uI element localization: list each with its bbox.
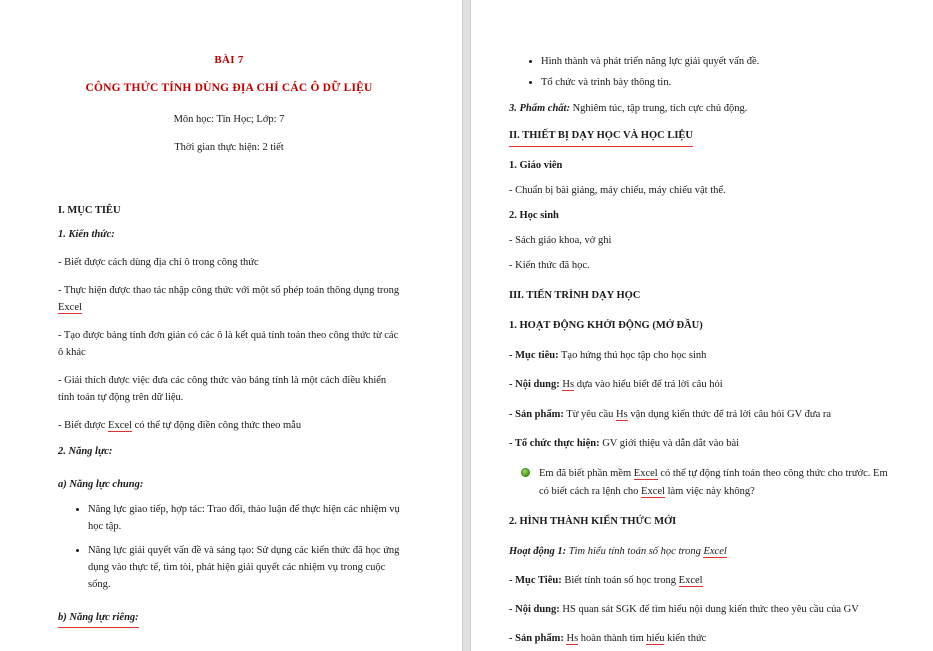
para-sanpham <box>509 406 899 424</box>
para-kienthuc-5 <box>58 417 400 434</box>
spellcheck-hs: Hs <box>616 408 628 420</box>
para-kienthuc-2-text: - Thực hiện được thao tác nhập công thức với một số phép toán thông dụng trong <box>58 285 400 297</box>
page-left-body <box>58 52 400 628</box>
page-right-body <box>509 45 899 648</box>
para-phamchat-text: Nghiêm túc, tập trung, tích cực chủ động. <box>569 103 748 114</box>
activity-heading-kienthucmoi-text: 2. HÌNH THÀNH KIẾN THỨC MỚI <box>509 515 677 527</box>
text-hd1-noidung: HS quan sát SGK để tìm hiểu nội dung kiến thức theo yêu cầu của GV <box>559 603 859 615</box>
spellcheck-excel: Excel <box>633 467 658 479</box>
para-hd1-noidung <box>509 601 899 619</box>
sub-heading-kienthuc: 1. Kiến thức: <box>58 229 115 241</box>
bullet-list-nangluc-rieng <box>509 53 899 91</box>
bullet-list-nangluc-chung <box>58 501 400 593</box>
label-sanpham: - Sản phẩm: <box>509 408 564 420</box>
page-right <box>471 0 933 651</box>
para-hoatdong-1 <box>509 543 899 561</box>
section-heading-tientrinh-text: III. TIẾN TRÌNH DẠY HỌC <box>509 290 641 302</box>
para-hocsinh-1: - Sách giáo khoa, vở ghi <box>509 235 612 247</box>
list-item: • Năng lực giao tiếp, hợp tác: Trao đổi, thảo luận để thực hiện các nhiệm vụ học tập. <box>88 501 400 535</box>
doc-title: CÔNG THỨC TÍNH DÙNG ĐỊA CHỈ CÁC Ô DỮ LIỆU <box>85 81 373 94</box>
list-item: • Năng lực giải quyết vấn đề và sáng tạo: Sử dụng các kiến thức đã học ứng dụng vào thực tế, tìm tòi, phát hiện giải quyết các nhiệm vụ trong cuộc sống. <box>88 542 400 593</box>
activity-heading-kienthucmoi <box>509 513 899 531</box>
list-item: • Tổ chức và trình bày thông tin. <box>541 74 899 91</box>
activity-heading-khoidong <box>509 317 899 335</box>
activity-heading-khoidong-text: 1. HOẠT ĐỘNG KHỞI ĐỘNG (MỞ ĐẦU) <box>509 320 703 332</box>
spellcheck-excel: Excel <box>108 420 132 432</box>
spellcheck-hs: Hs <box>566 632 579 644</box>
sub-heading-nangluc-rieng <box>58 609 400 628</box>
label-noidung: - Nội dung: <box>509 603 560 615</box>
time-line: Thời gian thực hiện: 2 tiết <box>174 142 284 154</box>
sub-heading-nangluc-chung-text: a) Năng lực chung: <box>58 479 144 491</box>
label-hoatdong-1: Hoạt động 1: <box>509 545 567 557</box>
para-giaovien: - Chuẩn bị bài giảng, máy chiếu, máy chiếu vật thể. <box>509 185 726 197</box>
text-hd1-sanpham: hoàn thành tìm <box>578 632 647 644</box>
para-kienthuc-5-c: có thể tự động điền công thức theo mẫu <box>131 420 302 432</box>
para-hd1-muctieu <box>509 572 899 590</box>
para-kienthuc-2 <box>58 282 400 316</box>
section-heading-muctieu: I. MỤC TIÊU <box>58 205 121 217</box>
text-hoatdong-1: Tìm hiểu tính toán số học trong <box>566 545 704 557</box>
item-heading-hocsinh-text: 2. Học sinh <box>509 210 559 222</box>
spellcheck-excel: Excel <box>678 574 703 586</box>
para-hocsinh-2: - Kiến thức đã học. <box>509 260 590 272</box>
sub-heading-nangluc-chung <box>58 476 400 493</box>
text-noidung: dựa vào hiểu biết để trả lời câu hỏi <box>574 379 723 391</box>
text-hd1-muctieu: Biết tính toán số học trong <box>561 574 679 586</box>
green-bullet-icon <box>521 468 530 477</box>
item-heading-giaovien <box>509 157 899 175</box>
item-heading-hocsinh <box>509 207 899 225</box>
sub-heading-nangluc: 2. Năng lực: <box>58 446 113 458</box>
para-kienthuc-1: - Biết được cách dùng địa chỉ ô trong công thức <box>58 257 259 269</box>
para-tochuc <box>509 435 899 453</box>
text-sanpham-2: vận dụng kiến thức để trả lời câu hỏi GV đưa ra <box>627 408 832 420</box>
para-hd1-sanpham <box>509 630 899 648</box>
label-tochuc: - Tổ chức thực hiện: <box>509 437 600 449</box>
label-muctieu: - Mục tiêu: <box>509 350 559 362</box>
para-kienthuc-3: - Tạo được bảng tính đơn giản có các ô là kết quả tính toán theo công thức từ các ô khác <box>58 330 399 359</box>
subject-line: Môn học: Tin Học; Lớp: 7 <box>173 114 285 126</box>
sub-heading-nangluc-rieng-text: b) Năng lực riêng: <box>58 609 139 628</box>
label-muctieu: - Mục Tiêu: <box>509 574 562 586</box>
note-block <box>539 465 899 501</box>
list-item: • Hình thành và phát triển năng lực giải quyết vấn đề. <box>541 53 899 70</box>
para-kienthuc-5-a: - Biết được <box>58 420 109 432</box>
sub-heading-phamchat: 3. Phẩm chất: <box>509 103 570 114</box>
spellcheck-excel: Excel <box>58 302 82 314</box>
note-text-a: Em đã biết phần mềm <box>539 467 634 479</box>
item-heading-giaovien-text: 1. Giáo viên <box>509 160 563 172</box>
text-hd1-sanpham-2: kiến thức <box>664 632 707 644</box>
label-sanpham: - Sản phẩm: <box>509 632 564 644</box>
para-noidung <box>509 376 899 394</box>
note-text-c: làm việc này không? <box>664 485 755 497</box>
spellcheck-hieu: hiểu <box>646 632 665 644</box>
para-kienthuc-4: - Giải thích được việc đưa các công thức vào bảng tính là một cách điều khiển tính toán tự động trên dữ liệu. <box>58 375 387 404</box>
text-tochuc: GV giới thiệu và dẫn dắt vào bài <box>599 437 740 449</box>
spellcheck-excel: Excel <box>703 545 727 557</box>
note-text-b: có thể tự động tính toán theo công thức cho trước. Em có biết cách ra lệnh cho <box>539 467 888 497</box>
spellcheck-excel: Excel <box>641 485 665 497</box>
section-heading-thietbi <box>509 127 899 147</box>
text-muctieu: Tạo hứng thú học tập cho học sinh <box>558 350 707 362</box>
page-left <box>0 0 462 651</box>
para-muctieu <box>509 347 899 365</box>
label-noidung: - Nội dung: <box>509 379 560 391</box>
doc-heading-bai: BÀI 7 <box>214 54 244 66</box>
section-heading-thietbi-text: II. THIẾT BỊ DẠY HỌC VÀ HỌC LIỆU <box>509 127 693 147</box>
para-phamchat <box>509 100 899 118</box>
section-heading-tientrinh <box>509 287 899 305</box>
page-gutter <box>462 0 471 651</box>
spellcheck-hs: Hs <box>562 379 575 391</box>
text-sanpham-1: Từ yêu cầu <box>563 408 617 420</box>
